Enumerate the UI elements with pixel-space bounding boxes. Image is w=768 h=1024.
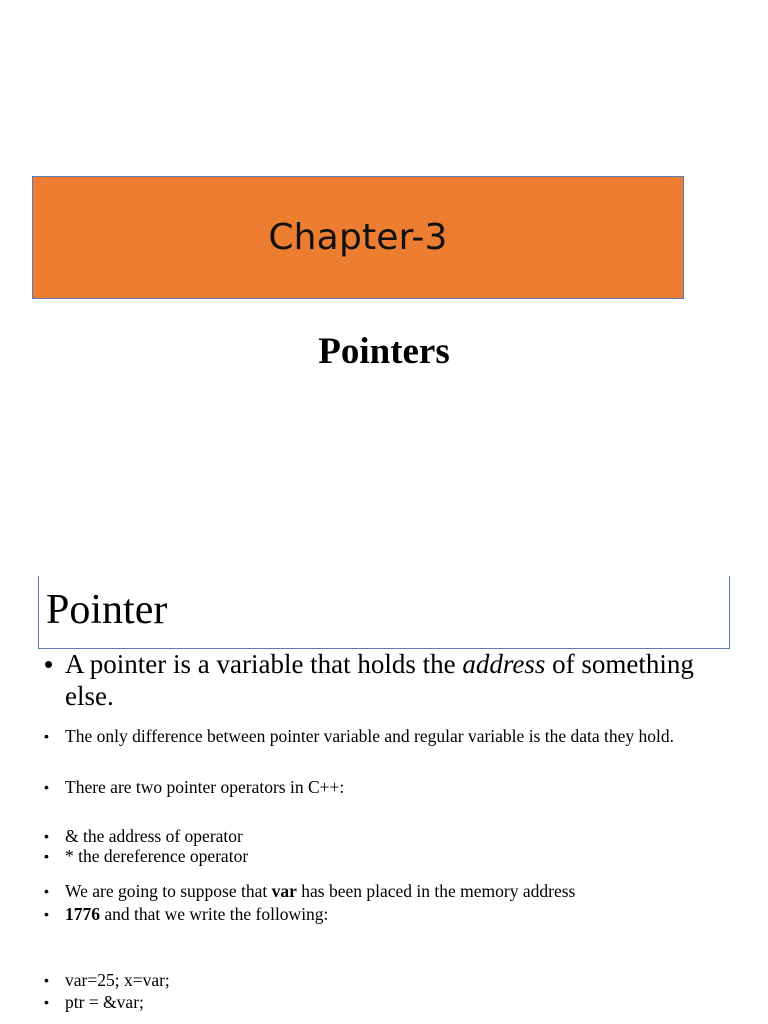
bullet-dot: • [44,649,54,679]
bullet-text: A pointer is a variable that holds the address of something else. [65,649,694,711]
bullet-code-1 [44,970,732,990]
bullet-text: * the dereference operator [65,846,249,866]
bullet-text: There are two pointer operators in C++: [65,777,345,797]
bullet-text: We are going to suppose that var has been placed in the memory address [65,881,576,901]
emphasis-address: address [462,649,546,679]
var-keyword: var [271,881,297,901]
content-slide [0,560,768,1024]
bullet-dot: • [44,906,49,922]
bullet-dot: • [44,994,49,1010]
bullet-dot: • [44,779,49,795]
chapter-banner [32,176,684,299]
slide-title: Pointer [46,587,168,633]
bullet-dot: • [44,728,49,744]
bullet-address-operator [44,826,732,846]
bullet-code-2 [44,992,732,1012]
bullet-text: The only difference between pointer variable and regular variable is the data they hold. [65,726,675,746]
bullet-intro [44,648,732,712]
bullet-difference [44,726,732,746]
bullet-dereference-operator [44,846,732,866]
bullet-operators-intro [44,777,732,797]
slide-subtitle: Pointers [318,331,450,372]
chapter-title: Chapter-3 [268,217,448,258]
bullet-text: 1776 and that we write the following: [65,904,329,924]
bullet-suppose [44,881,732,901]
bullet-text: var=25; x=var; [65,970,170,990]
bullet-dot: • [44,972,49,988]
bullet-dot: • [44,828,49,844]
bullet-dot: • [44,883,49,899]
bullet-text: ptr = &var; [65,992,144,1012]
bullet-dot: • [44,848,49,864]
bullet-text: & the address of operator [65,826,243,846]
address-value: 1776 [65,904,100,924]
bullet-address [44,904,732,924]
